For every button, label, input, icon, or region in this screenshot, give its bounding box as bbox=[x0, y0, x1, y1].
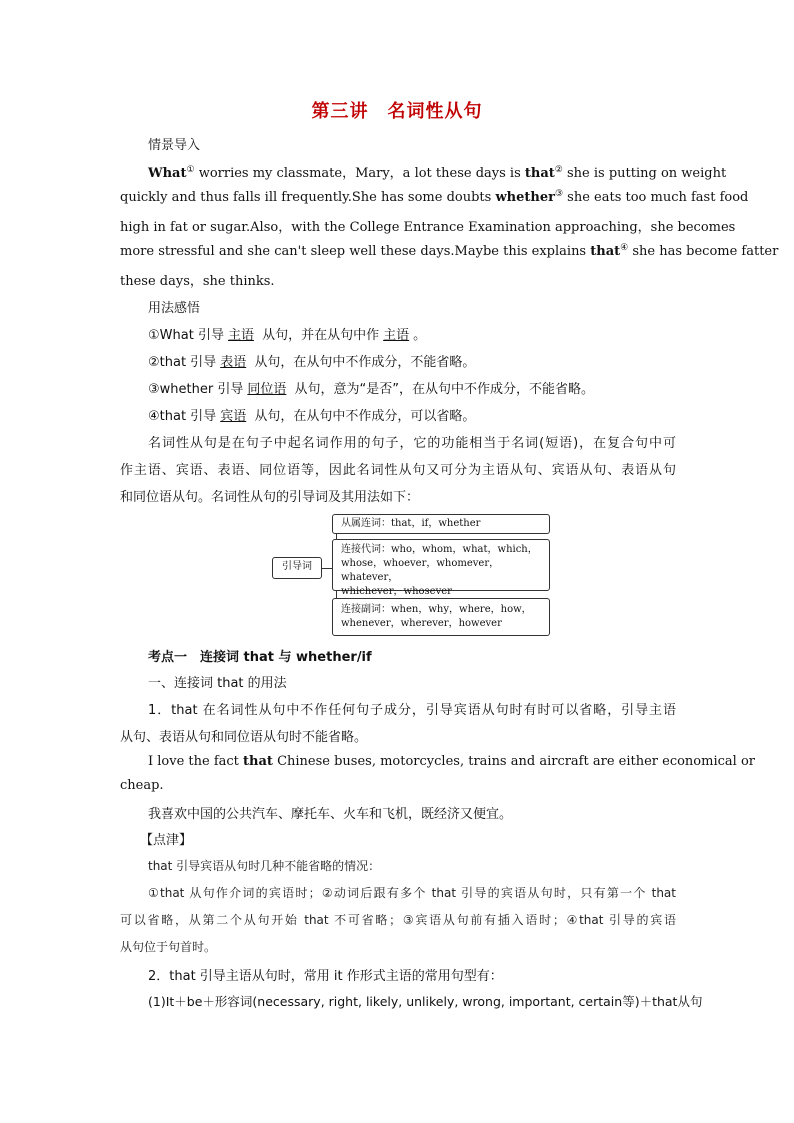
diagram-box-pronouns bbox=[332, 539, 550, 597]
usage-item-3: ③whether 引导 同位语 从句，意为“是否”，在从句中不作成分，不能省略。 bbox=[148, 382, 594, 397]
intro-line-4: more stressful and she can't sleep well these days.Maybe this explains that④ she has become fatter bbox=[120, 243, 779, 259]
diagram-box-conjunctions: 从属连词：that，if，whether bbox=[332, 514, 550, 534]
intro-line-3: high in fat or sugar.Also，with the College Entrance Examination approaching，she becomes bbox=[120, 220, 736, 235]
paragraph-2: 2．that 引导主语从句时，常用 it 作形式主语的常用句型有： bbox=[148, 969, 503, 984]
intro-heading: 情景导入 bbox=[148, 138, 201, 153]
usage-heading: 用法感悟 bbox=[148, 301, 201, 316]
note-line-1: that 引导宾语从句时几种不能省略的情况： bbox=[148, 859, 381, 873]
diagram-root-box: 引导词 bbox=[272, 557, 322, 579]
definition-line-2: 作主语、宾语、表语、同位语等，因此名词性从句又可分为主语从句、宾语从句、表语从句 bbox=[120, 463, 676, 478]
usage-item-4: ④that 引导 宾语 从句，在从句中不作成分，可以省略。 bbox=[148, 409, 476, 424]
paragraph-3: (1)It＋be＋形容词(necessary, right, likely, unlikely, wrong, important, certain等)＋that从句 bbox=[148, 994, 703, 1009]
note-line-2: ①that 从句作介词的宾语时；②动词后跟有多个 that 引导的宾语从句时，只有第一个 that bbox=[148, 886, 676, 900]
note-line-3: 可以省略，从第二个从句开始 that 不可省略；③宾语从句前有插入语时；④that 引导的宾语 bbox=[120, 913, 676, 927]
usage-item-1: ①What 引导 主语 从句，并在从句中作 主语 。 bbox=[148, 328, 427, 343]
diagram-box-pronouns-line-2: whose，whoever，whomever，whatever， bbox=[341, 558, 500, 583]
diagram-box-adverbs-line-2: whenever，wherever，however bbox=[341, 618, 502, 629]
kaodian-heading: 考点一 连接词 that 与 whether/if bbox=[148, 650, 372, 665]
introducer-diagram bbox=[270, 512, 560, 638]
intro-line-5: these days，she thinks. bbox=[120, 274, 275, 289]
diagram-box-pronouns-line-3: whichever，whosever bbox=[341, 586, 452, 597]
note-line-4: 从句位于句首时。 bbox=[120, 940, 217, 954]
intro-line-1: What① worries my classmate，Mary，a lot these days is that② she is putting on weight bbox=[148, 165, 727, 181]
paragraph-1-line-1: 1．that 在名词性从句中不作任何句子成分，引导宾语从句时有时可以省略，引导主语 bbox=[148, 703, 676, 718]
page-title: 第三讲 名词性从句 bbox=[311, 101, 483, 122]
diagram-box-adverbs bbox=[332, 598, 550, 636]
dianjin-label: 【点津】 bbox=[140, 833, 193, 848]
example-sentence-line-2: cheap. bbox=[120, 778, 164, 793]
subsection-heading: 一、连接词 that 的用法 bbox=[148, 676, 287, 691]
definition-line-3: 和同位语从句。名词性从句的引导词及其用法如下： bbox=[120, 490, 420, 505]
diagram-box-adverbs-line-1: 连接副词：when，why，where，how， bbox=[341, 604, 532, 615]
usage-item-2: ②that 引导 表语 从句，在从句中不作成分，不能省略。 bbox=[148, 355, 476, 370]
paragraph-1-line-2: 从句、表语从句和同位语从句时不能省略。 bbox=[120, 730, 368, 745]
example-sentence: I love the fact that Chinese buses, motorcycles, trains and aircraft are either economical or bbox=[148, 754, 755, 769]
intro-line-2: quickly and thus falls ill frequently.She has some doubts whether③ she eats too much fast food bbox=[120, 189, 749, 205]
example-translation: 我喜欢中国的公共汽车、摩托车、火车和飞机，既经济又便宜。 bbox=[148, 807, 513, 822]
definition-line-1: 名词性从句是在句子中起名词作用的句子，它的功能相当于名词(短语)，在复合句中可 bbox=[148, 436, 676, 451]
diagram-box-pronouns-line-1: 连接代词：who，whom，what，which， bbox=[341, 544, 538, 555]
